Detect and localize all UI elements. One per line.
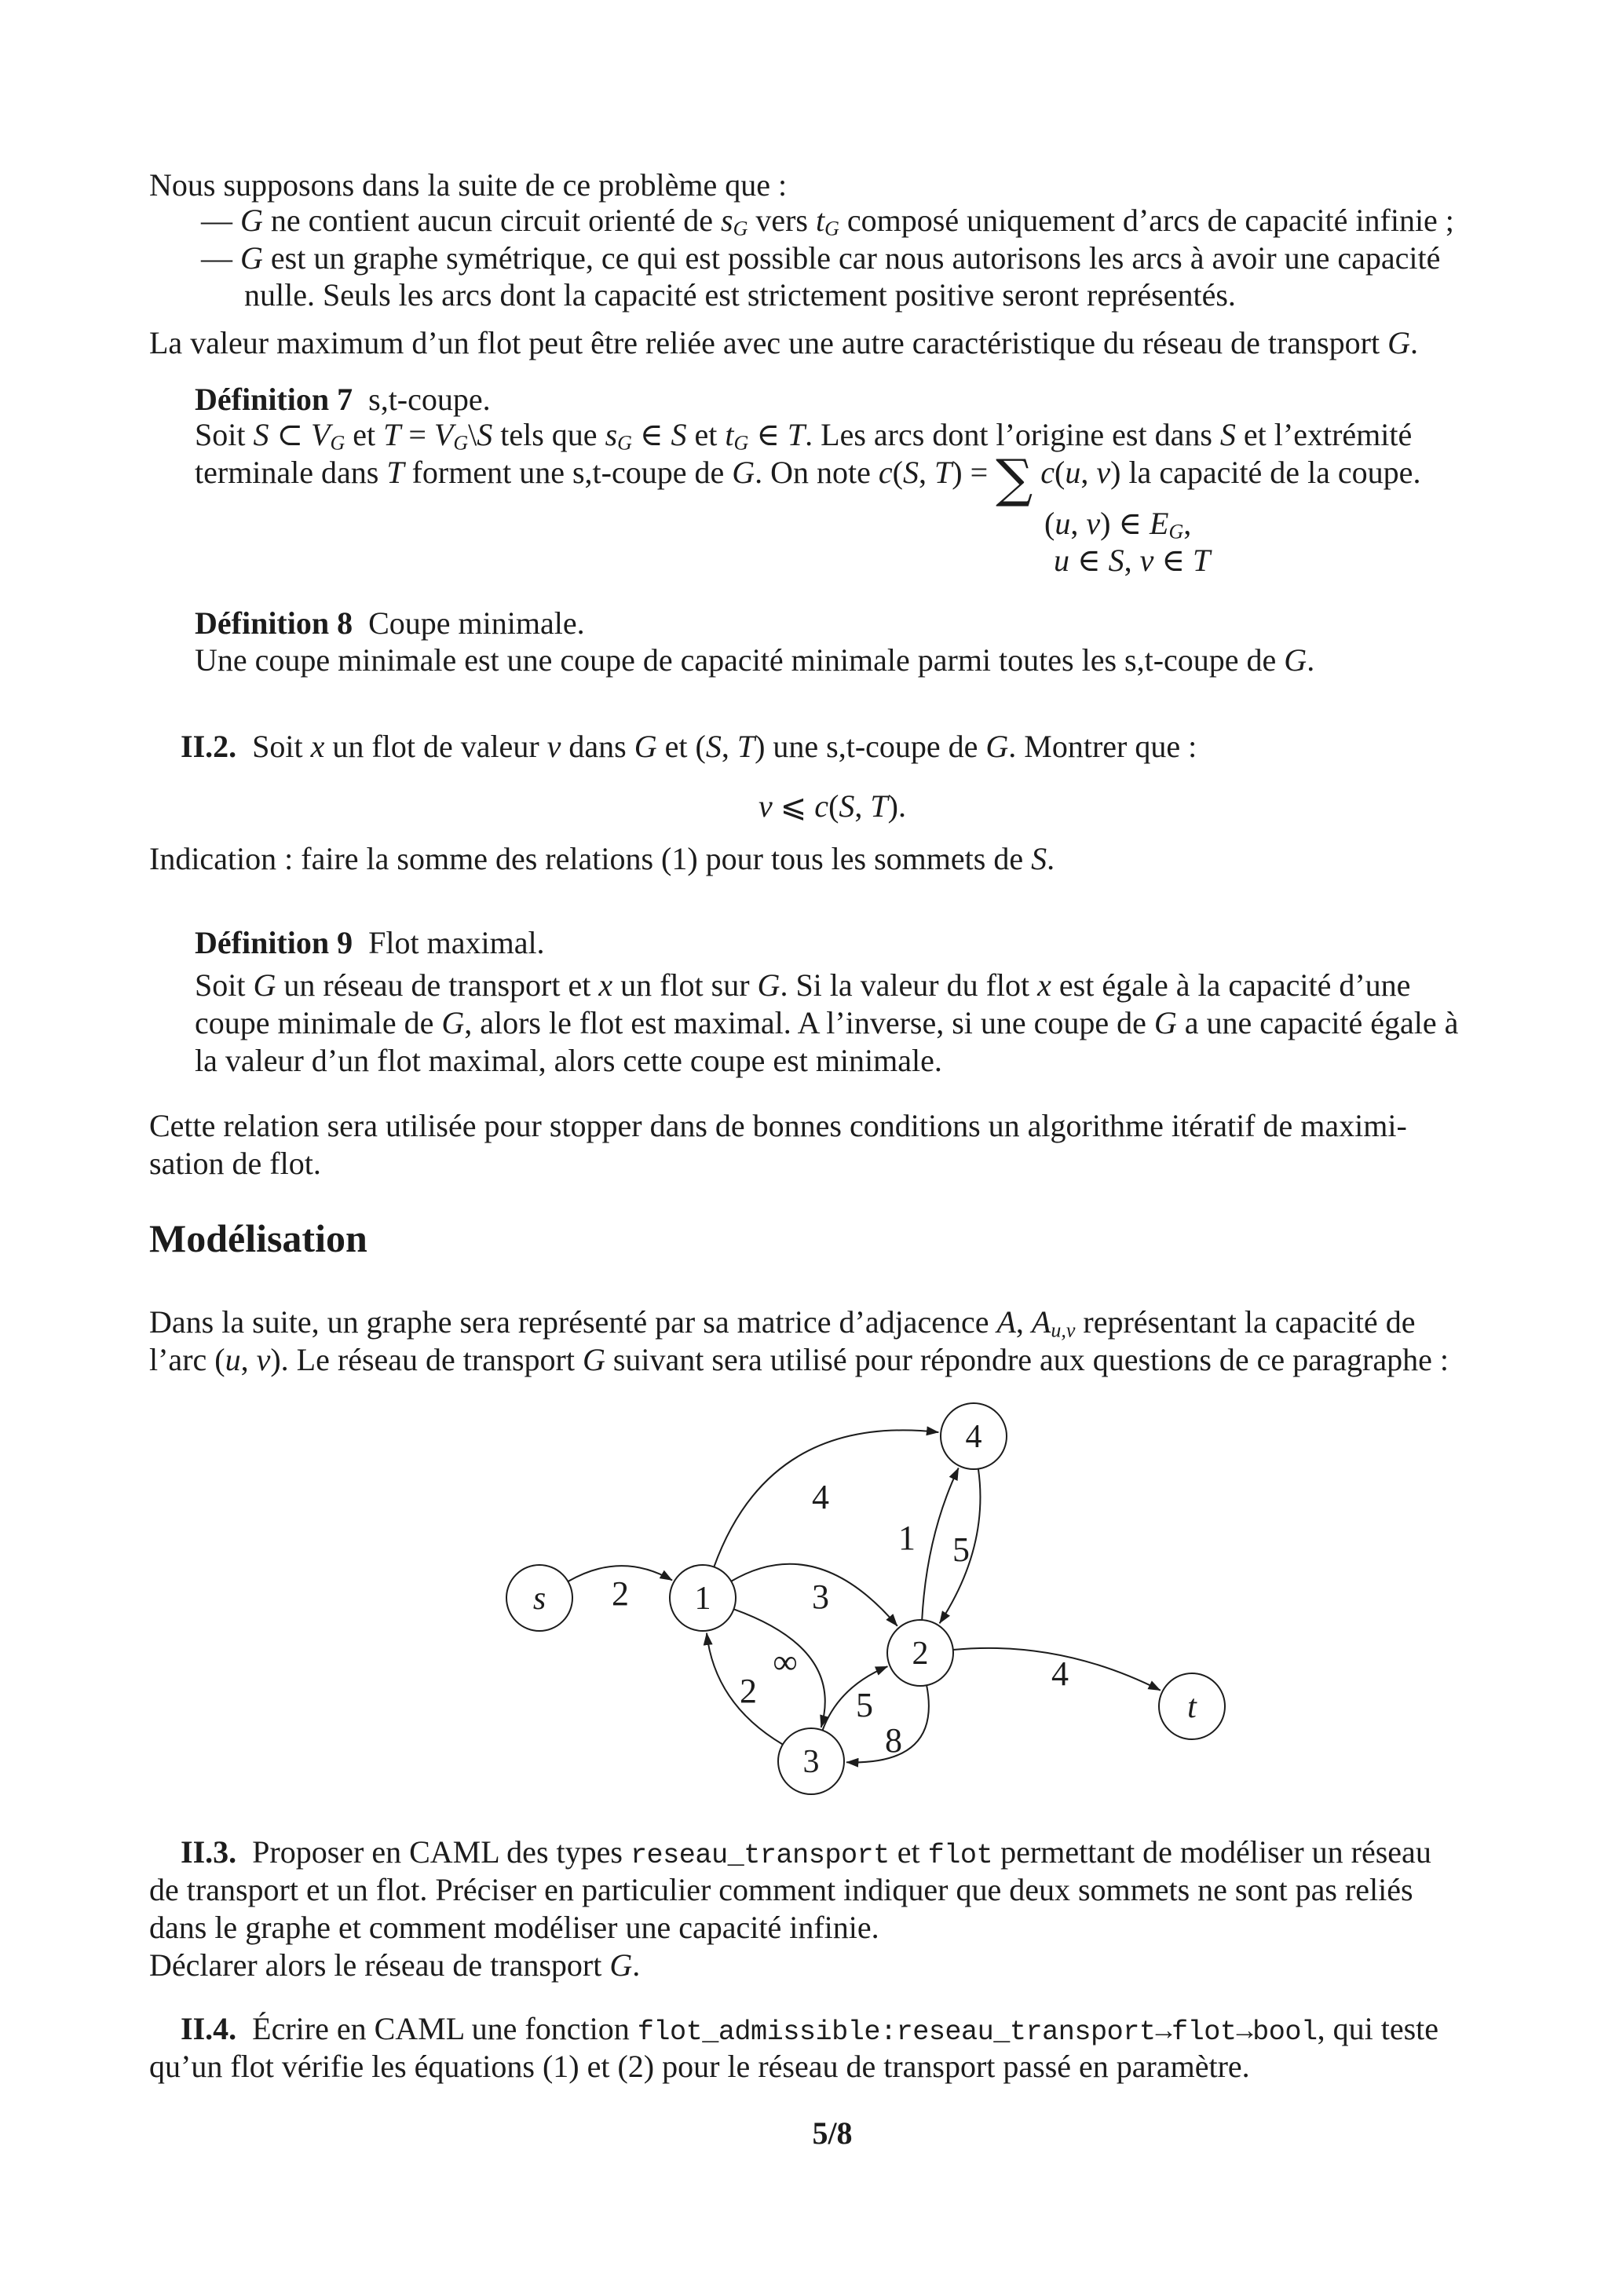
text-segment: s	[605, 417, 618, 452]
text-segment: Dans la suite, un graphe sera représenté par sa matrice d’adjacence	[149, 1304, 997, 1340]
text-segment: et (	[656, 729, 706, 764]
text-segment	[1033, 455, 1040, 490]
text-segment: T	[383, 417, 401, 452]
text-segment: ∈	[631, 417, 671, 452]
text-segment: ⩽	[772, 788, 815, 824]
text-segment: représentant la capacité de	[1075, 1304, 1416, 1340]
text-segment: S	[253, 417, 269, 452]
text-segment: v	[1086, 506, 1101, 541]
text-segment: u	[1055, 506, 1071, 541]
text-segment: ) la capacité de la coupe.	[1110, 455, 1421, 490]
modelisation-body-1	[149, 1303, 1415, 1341]
text-segment: Cette relation sera utilisée pour stopper dans de bonnes conditions un algorithme itératif de maximi-	[149, 1108, 1407, 1143]
definition-7-title	[195, 381, 491, 419]
text-segment: Écrire en CAML une fonction	[236, 2011, 638, 2046]
text-segment: et	[686, 417, 726, 452]
text-segment: Proposer en CAML des types	[236, 1834, 631, 1870]
text-segment: ,	[1070, 506, 1087, 541]
text-segment: ,	[1183, 506, 1192, 541]
edge-label-3-to-2: 5	[856, 1686, 873, 1724]
text-segment: est égale à la capacité d’une	[1051, 967, 1411, 1003]
text-segment: G	[441, 1005, 465, 1040]
text-segment: Nous supposons dans la suite de ce problème que :	[149, 167, 788, 203]
sum-limit-line-1	[1044, 505, 1191, 543]
text-segment: ν	[546, 729, 561, 764]
edge-label-2-to-3: 8	[885, 1721, 902, 1760]
text-segment: G	[733, 217, 748, 240]
text-segment: ) =	[952, 455, 996, 490]
text-segment: ,	[919, 455, 934, 490]
intro-bullet-2-line-2	[244, 276, 1236, 314]
text-segment: est un graphe symétrique, ce qui est possible car nous autorisons les arcs à avoir une capacité	[262, 240, 1441, 276]
text-segment: ) ∈	[1100, 506, 1150, 541]
text-segment: v	[1096, 455, 1111, 490]
text-segment: . On note	[755, 455, 879, 490]
edge-label-4-to-2: 5	[952, 1530, 970, 1569]
text-segment: permettant de modéliser un réseau	[992, 1834, 1431, 1870]
paragraph-relation-1	[149, 1107, 1407, 1145]
text-segment: Définition 9	[195, 925, 353, 960]
text-segment: G	[1284, 642, 1307, 678]
text-segment: flot_admissible:reseau_transport→flot→bool	[637, 2016, 1318, 2048]
text-segment: l’arc (	[149, 1342, 225, 1377]
text-segment: x	[598, 967, 613, 1003]
text-segment: ).	[887, 788, 906, 824]
text-segment: s,t-coupe.	[353, 382, 491, 417]
text-segment: t	[725, 417, 734, 452]
text-segment: c	[1040, 455, 1055, 490]
text-segment: V	[311, 417, 331, 452]
definition-9-title	[195, 924, 545, 962]
text-segment: S	[705, 729, 722, 764]
sum-limit-line-2	[1054, 542, 1210, 579]
edge-label-2-to-t: 4	[1051, 1654, 1069, 1693]
text-segment: Définition 8	[195, 605, 353, 641]
text-segment: G	[453, 431, 469, 455]
text-segment: Une coupe minimale est une coupe de capacité minimale parmi toutes les s,t-coupe de	[195, 642, 1285, 678]
text-segment: =	[400, 417, 434, 452]
modelisation-body-2	[149, 1341, 1449, 1379]
text-segment: ⊂	[269, 417, 311, 452]
graph-node-label-s: s	[532, 1581, 546, 1617]
text-segment: ,	[854, 788, 871, 824]
question-II3-line-2	[149, 1871, 1413, 1909]
text-segment: t	[815, 203, 825, 238]
paragraph-flow-value	[149, 324, 1418, 362]
intro-bullet-2-line-1	[201, 239, 1440, 277]
edge-label-3-to-1: 2	[740, 1672, 757, 1710]
text-segment: vers	[748, 203, 816, 238]
definition-8-body	[195, 642, 1314, 679]
text-segment: G	[824, 217, 839, 240]
text-segment: un flot de valeur	[324, 729, 547, 764]
graph-node-label-t: t	[1187, 1689, 1197, 1725]
text-segment: G	[240, 240, 263, 276]
text-segment: G	[757, 967, 780, 1003]
text-segment: et	[345, 417, 384, 452]
text-segment: II.4.	[181, 2011, 237, 2046]
text-segment: .	[1307, 642, 1315, 678]
text-segment: terminale dans	[195, 455, 387, 490]
text-segment: v	[1139, 543, 1154, 578]
definition-9-body-2	[195, 1004, 1458, 1042]
question-II4-line-1	[181, 2010, 1438, 2048]
text-segment: s	[720, 203, 733, 238]
text-segment: dans le graphe et comment modéliser une capacité infinie.	[149, 1910, 879, 1945]
text-segment: ∈	[1069, 543, 1109, 578]
text-segment: ,	[240, 1342, 257, 1377]
text-segment: G	[330, 431, 345, 455]
intro-lead-line	[149, 166, 787, 204]
question-II3-line-3	[149, 1909, 879, 1947]
text-segment: u	[1054, 543, 1069, 578]
text-segment: (	[892, 455, 903, 490]
indication-line	[149, 840, 1055, 878]
text-segment: sation de flot.	[149, 1146, 321, 1181]
text-segment: ,	[1080, 455, 1097, 490]
text-segment: . Les arcs dont l’origine est dans	[805, 417, 1220, 452]
graph-node-label-2: 2	[912, 1636, 929, 1672]
text-segment: . Si la valeur du flot	[780, 967, 1038, 1003]
text-segment: dans	[561, 729, 634, 764]
text-segment: G	[609, 1947, 633, 1983]
text-segment: S	[903, 455, 919, 490]
text-segment: u	[1065, 455, 1081, 490]
question-II3-declare	[149, 1947, 640, 1984]
text-segment: G	[985, 729, 1009, 764]
text-segment: ∑	[996, 448, 1033, 510]
edge-label-2-to-4: 1	[898, 1519, 916, 1557]
text-segment: E	[1150, 506, 1169, 541]
text-segment: qu’un flot vérifie les équations (1) et (2) pour le réseau de transport passé en paramètre.	[149, 2049, 1250, 2084]
text-segment: ) une s,t-coupe de	[755, 729, 986, 764]
definition-9-body-3	[195, 1042, 942, 1080]
edge-label-1-to-2: 3	[812, 1578, 829, 1616]
text-segment: G	[253, 967, 276, 1003]
text-segment: Soit	[236, 729, 311, 764]
text-segment: A	[996, 1304, 1016, 1340]
text-segment: Soit	[195, 417, 254, 452]
text-segment: V	[433, 417, 454, 452]
text-segment: ). Le réseau de transport	[270, 1342, 583, 1377]
paragraph-relation-2	[149, 1145, 321, 1183]
text-segment: Déclarer alors le réseau de transport	[149, 1947, 610, 1983]
text-segment: composé uniquement d’arcs de capacité infinie ;	[839, 203, 1454, 238]
text-segment: A	[1031, 1304, 1051, 1340]
text-segment: Soit	[195, 967, 254, 1003]
text-segment: nulle. Seuls les arcs dont la capacité est strictement positive seront représentés.	[244, 277, 1236, 313]
text-segment: ∈	[1153, 543, 1193, 578]
edge-label-s-to-1: 2	[612, 1574, 629, 1613]
graph-figure	[487, 1390, 1272, 1834]
text-segment: c	[814, 788, 829, 824]
question-II2-line	[181, 728, 1197, 766]
text-segment: G	[732, 455, 755, 490]
text-segment: un réseau de transport et	[276, 967, 599, 1003]
text-segment: x	[1037, 967, 1051, 1003]
text-segment: T	[1192, 543, 1211, 578]
text-segment: S	[477, 417, 493, 452]
text-segment: S	[839, 788, 855, 824]
text-segment: G	[1168, 520, 1184, 543]
text-segment: Définition 7	[195, 382, 353, 417]
text-segment: Flot maximal.	[353, 925, 545, 960]
text-segment: G	[634, 729, 657, 764]
text-segment: G	[733, 431, 749, 455]
transport-network-graph	[487, 1390, 1272, 1830]
text-segment: II.2.	[181, 729, 237, 764]
text-segment: a une capacité égale à	[1176, 1005, 1459, 1040]
section-heading-modelisation: Modélisation	[149, 1216, 367, 1260]
edge-3-to-2	[823, 1666, 888, 1730]
text-segment: u,v	[1051, 1318, 1076, 1342]
text-segment: S	[1031, 841, 1047, 876]
edge-label-1-to-3: ∞	[773, 1643, 798, 1681]
graph-node-label-1: 1	[694, 1581, 711, 1617]
text-segment: G	[582, 1342, 605, 1377]
text-segment: G	[240, 203, 263, 238]
text-segment: Indication : faire la somme des relations (1) pour tous les sommets de	[149, 841, 1032, 876]
text-segment: (	[1044, 506, 1055, 541]
text-segment: T	[870, 788, 888, 824]
text-segment: T	[737, 729, 755, 764]
text-segment: .	[1047, 841, 1055, 876]
text-segment: G	[1387, 325, 1410, 360]
text-segment: G	[617, 431, 632, 455]
definition-9-body-1	[195, 967, 1410, 1004]
text-segment: ,	[721, 729, 737, 764]
text-segment: reseau_transport	[630, 1840, 890, 1871]
text-segment: II.3.	[181, 1834, 237, 1870]
text-segment: S	[1219, 417, 1236, 452]
text-segment: ∈	[748, 417, 788, 452]
text-segment: S	[671, 417, 687, 452]
text-segment: ,	[1124, 543, 1140, 578]
text-segment: , alors le flot est maximal. A l’inverse, si une coupe de	[464, 1005, 1154, 1040]
graph-node-label-3: 3	[802, 1744, 820, 1780]
text-segment: x	[310, 729, 325, 764]
definition-8-title	[195, 605, 585, 642]
text-segment: u	[225, 1342, 241, 1377]
text-segment: et l’extrémité	[1235, 417, 1413, 452]
text-segment: un flot sur	[612, 967, 758, 1003]
text-segment: (	[828, 788, 839, 824]
text-segment: Coupe minimale.	[353, 605, 585, 641]
text-segment: ν	[758, 788, 773, 824]
text-segment: ne contient aucun circuit orienté de	[262, 203, 721, 238]
text-segment: —	[201, 203, 240, 238]
text-segment: —	[201, 240, 240, 276]
graph-node-label-4: 4	[965, 1419, 982, 1455]
text-segment: La valeur maximum d’un flot peut être reliée avec une autre caractéristique du réseau de transport	[149, 325, 1388, 360]
text-segment: .	[632, 1947, 641, 1983]
question-II3-line-1	[181, 1834, 1431, 1871]
text-segment: et	[889, 1834, 928, 1870]
definition-7-body-1	[195, 416, 1412, 454]
text-segment: tels que	[492, 417, 605, 452]
text-segment: c	[878, 455, 893, 490]
text-segment: .	[1409, 325, 1418, 360]
text-segment: \	[468, 417, 477, 452]
text-segment: ,	[1015, 1304, 1032, 1340]
text-segment: la valeur d’un flot maximal, alors cette coupe est minimale.	[195, 1043, 942, 1078]
text-segment: forment une s,t-coupe de	[404, 455, 733, 490]
text-segment: flot	[927, 1840, 993, 1871]
definition-7-body-2	[195, 448, 1421, 510]
text-segment: coupe minimale de	[195, 1005, 442, 1040]
text-segment: T	[386, 455, 404, 490]
text-segment: T	[934, 455, 952, 490]
text-segment: (	[1055, 455, 1066, 490]
edge-label-1-to-4: 4	[812, 1478, 829, 1516]
question-II4-line-2	[149, 2048, 1250, 2086]
text-segment: S	[1108, 543, 1124, 578]
text-segment: T	[787, 417, 806, 452]
text-segment: G	[1153, 1005, 1177, 1040]
text-segment: v	[256, 1342, 271, 1377]
formula-flow-leq-cut	[149, 788, 1515, 825]
intro-bullet-1	[201, 202, 1454, 239]
page-number: 5/8	[812, 2115, 853, 2151]
text-segment: de transport et un flot. Préciser en particulier comment indiquer que deux sommets ne sont pas reliés	[149, 1872, 1413, 1907]
text-segment: . Montrer que :	[1008, 729, 1197, 764]
text-segment: suivant sera utilisé pour répondre aux questions de ce paragraphe :	[605, 1342, 1449, 1377]
text-segment: , qui teste	[1317, 2011, 1439, 2046]
